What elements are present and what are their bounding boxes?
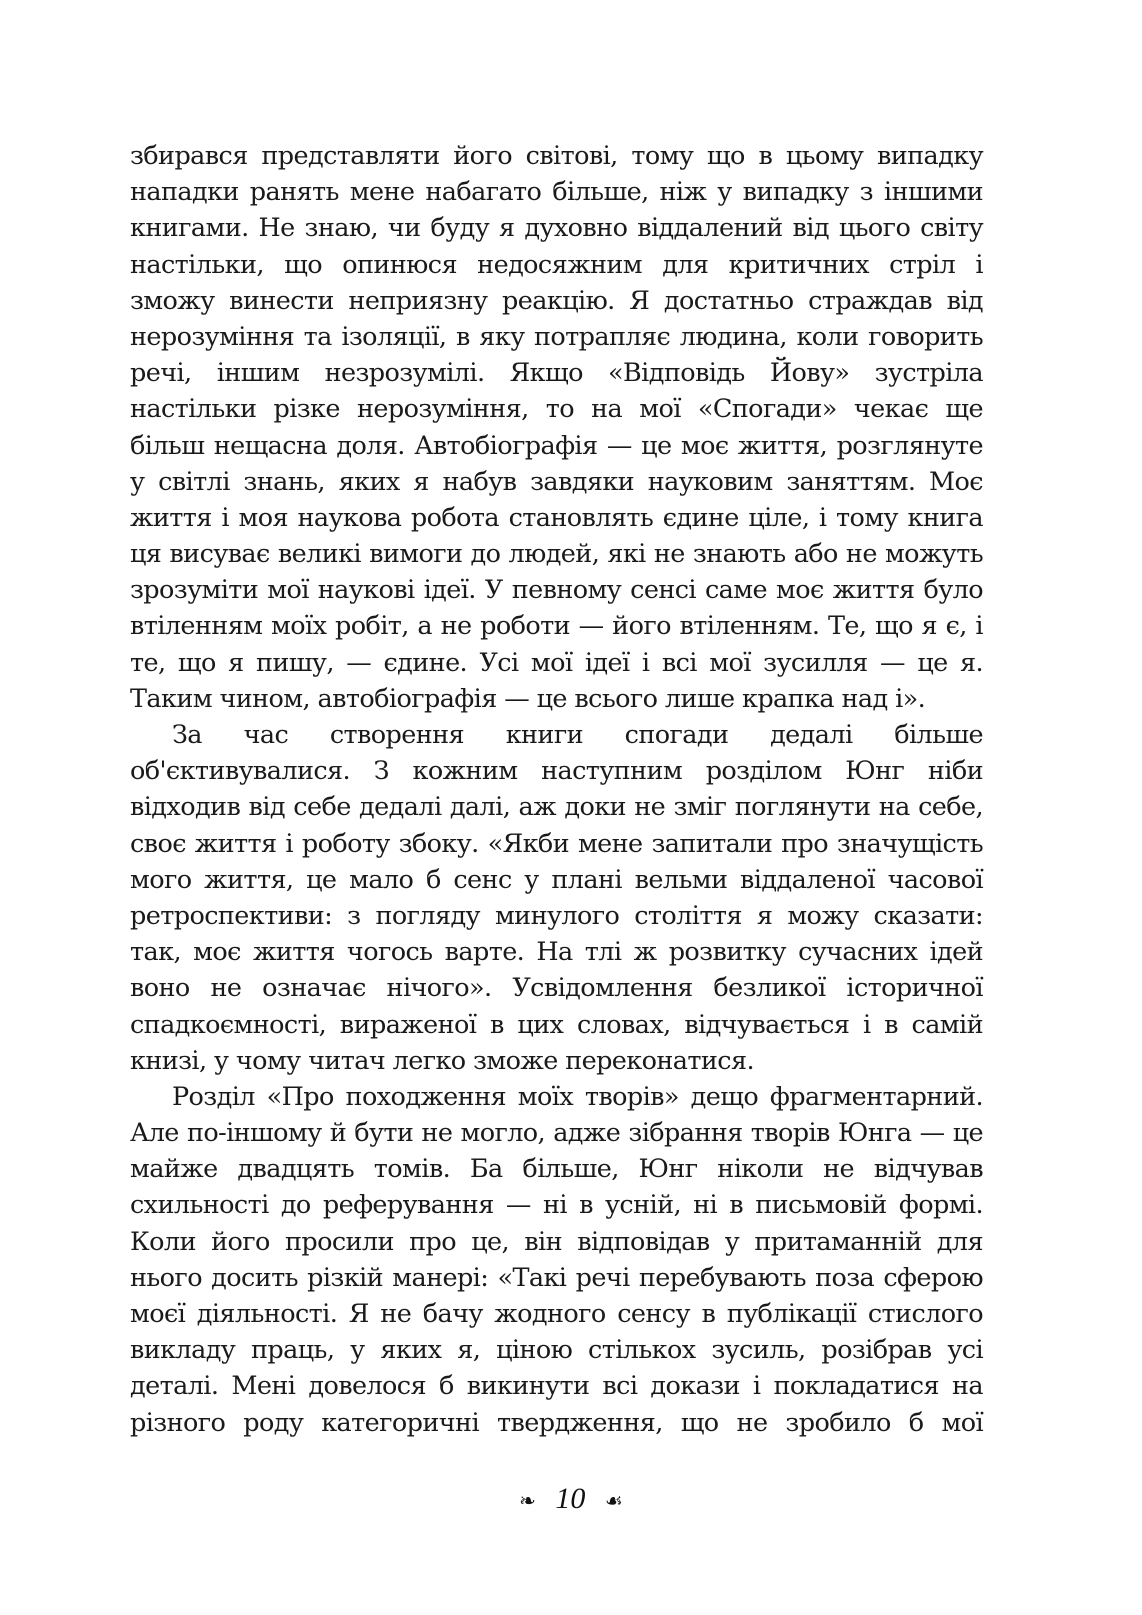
text-line: об'єктивувалися. З кожним наступним розділом Юнг ніби [130, 756, 983, 787]
text-line: Таким чином, автобіографія — це всього лише крапка над і». [130, 683, 926, 714]
text-line: майже двадцять томів. Ба більше, Юнг ніколи не відчував [130, 1154, 983, 1185]
text-line: те, що я пишу, — єдине. Усі мої ідеї і всі мої зусилля — це я. [130, 647, 983, 678]
text-line: книгами. Не знаю, чи буду я духовно віддалений від цього світу [130, 213, 983, 244]
text-line: Але по-іншому й бути не могло, адже зібрання творів Юнга — це [130, 1118, 983, 1149]
text-line: своє життя і роботу збоку. «Якби мене запитали про значущість [130, 828, 983, 859]
text-line: нього досить різкій манері: «Такі речі перебувають поза сферою [130, 1262, 983, 1293]
text-line: втіленням моїх робіт, а не роботи — його втіленням. Те, що я є, і [130, 611, 983, 642]
page-number: 10 [555, 1482, 586, 1515]
text-line: зможу винести неприязну реакцію. Я достатньо страждав від [130, 285, 983, 316]
text-line: нападки ранять мене набагато більше, ніж у випадку з іншими [130, 177, 983, 208]
page-footer [0, 1482, 1142, 1516]
text-line: відходив від себе дедалі далі, аж доки не зміг поглянути на себе, [130, 792, 983, 823]
text-line: викладу праць, у яких я, ціною стількох зусиль, розібрав усі [130, 1335, 983, 1366]
text-line: настільки різке нерозуміння, то на мої «Спогади» чекає ще [130, 394, 983, 425]
text-line: ретроспективи: з погляду минулого століття я можу сказати: [130, 900, 983, 931]
text-line: моєї діяльності. Я не бачу жодного сенсу в публікації стислого [130, 1299, 983, 1329]
text-line: збирався представляти його світові, тому що в цьому випадку [130, 141, 983, 171]
text-line: мого життя, це мало б сенс у плані вельми віддаленої часової [130, 864, 983, 895]
text-line: ця висуває великі вимоги до людей, які не знають або не можуть [130, 539, 983, 570]
text-line: різного роду категоричні твердження, що не зробило б мої [130, 1407, 983, 1438]
text-line: За час створення книги спогади дедалі більше [172, 720, 983, 750]
text-line: спадкоємності, вираженої в цих словах, відчувається і в самій [130, 1009, 983, 1040]
text-line: деталі. Мені довелося б викинути всі докази і покладатися на [130, 1371, 983, 1402]
text-line: книзі, у чому читач легко зможе переконатися. [130, 1045, 754, 1076]
text-line: життя і моя наукова робота становлять єдине ціле, і тому книга [130, 502, 983, 533]
text-line: воно не означає нічого». Усвідомлення безликої історичної [130, 973, 983, 1004]
text-line: так, моє життя чогось варте. На тлі ж розвитку сучасних ідей [130, 937, 983, 968]
text-line: схильності до реферування — ні в усній, ні в письмовій формі. [130, 1190, 983, 1221]
ornament-right-icon: ☙ [604, 1490, 623, 1513]
page-body [130, 138, 983, 1441]
text-line: Коли його просили про це, він відповідав у притаманній для [130, 1226, 983, 1257]
ornament-left-icon: ❧ [519, 1490, 536, 1513]
text-line: речі, іншим незрозумілі. Якщо «Відповідь Йову» зустріла [130, 358, 983, 389]
text-line: нерозуміння та ізоляції, в яку потрапляє людина, коли говорить [130, 321, 983, 352]
text-line: Розділ «Про походження моїх творів» дещо фрагментарний. [172, 1081, 983, 1112]
text-line: зрозуміти мої наукові ідеї. У певному сенсі саме моє життя було [130, 575, 983, 606]
text-line: настільки, що опинюся недосяжним для критичних стріл і [130, 249, 983, 280]
text-line: у світлі знань, яких я набув завдяки науковим заняттям. Моє [130, 466, 983, 497]
text-line: більш нещасна доля. Автобіографія — це моє життя, розглянуте [130, 430, 983, 461]
